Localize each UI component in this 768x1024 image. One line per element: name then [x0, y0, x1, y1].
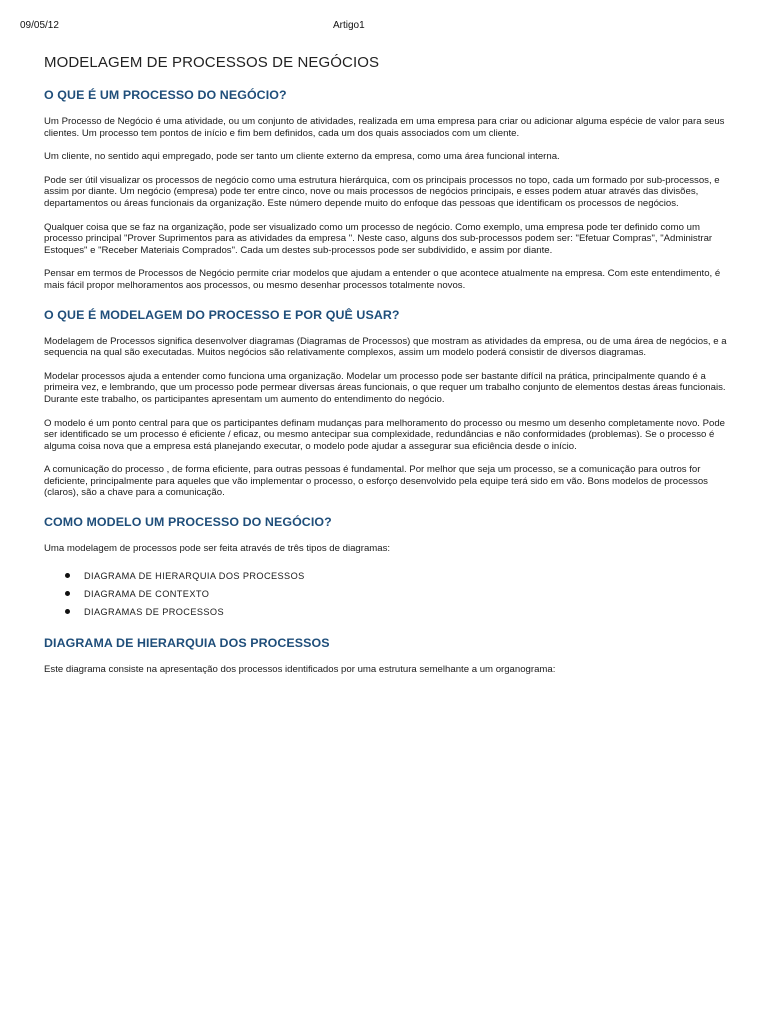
list-item	[44, 571, 728, 582]
article-body	[44, 54, 728, 687]
paragraph: Um cliente, no sentido aqui empregado, pode ser tanto um cliente externo da empresa, como uma área funcional interna.	[44, 151, 560, 163]
print-date: 09/05/12	[20, 20, 59, 31]
paragraph: Qualquer coisa que se faz na organização, pode ser visualizado como um processo de negócio. Como exemplo, uma empresa pode ter definido como um processo principal "Prover Suprimentos para as atividades da empresa ". Neste caso, alguns dos sub-processos podem ser: "Efetuar Compras", "Administrar Estoques" e "Receber Materiais Comprados". Cada um destes sub-processos pode ser subdividido, e assim por diante.	[44, 221, 713, 256]
list-item-label: DIAGRAMAS DE PROCESSOS	[84, 606, 225, 617]
paragraph: Uma modelagem de processos pode ser feita através de três tipos de diagramas:	[44, 543, 391, 555]
bullet-icon	[65, 609, 70, 614]
print-header	[0, 0, 768, 30]
paragraph: Modelagem de Processos significa desenvolver diagramas (Diagramas de Processos) que mostram as atividades da empresa, ou de uma área de negócios, e a sequencia na qual são executadas. Muitos negócios são relativamente complexos, assim um modelo poderá consistir de diversos diagramas.	[44, 335, 727, 359]
section-heading-processo-negocio: O QUE É UM PROCESSO DO NEGÓCIO?	[44, 88, 287, 102]
section-heading-hierarquia: DIAGRAMA DE HIERARQUIA DOS PROCESSOS	[44, 635, 330, 650]
bullet-icon	[65, 573, 70, 578]
paragraph: A comunicação do processo , de forma eficiente, para outras pessoas é fundamental. Por melhor que seja um processo, se a comunicação para outros for deficiente, principalmente para aqueles que vão implementar o processo, o esforço desenvolvido pela equipe terá sido em vão. Bons modelos de processos (claros), são a chave para a comunicação.	[44, 464, 708, 499]
section-heading-como-modelar: COMO MODELO UM PROCESSO DO NEGÓCIO?	[44, 515, 332, 530]
paragraph: Modelar processos ajuda a entender como funciona uma organização. Modelar um processo pode ser bastante difícil na prática, principalmente quando é a primeira vez, e lembrando, que um processo pode permear diversas áreas funcionais, o que requer um trabalho conjunto de elementos destas áreas funcionais. Durante este trabalho, os participantes apresentam um aumento do entendimento do negócio.	[44, 370, 726, 405]
list-item	[44, 589, 728, 600]
list-item	[44, 607, 728, 618]
list-item-label: DIAGRAMA DE HIERARQUIA DOS PROCESSOS	[84, 570, 305, 581]
paragraph: Este diagrama consiste na apresentação dos processos identificados por uma estrutura semelhante a um organograma:	[44, 663, 556, 675]
print-document-title: Artigo1	[333, 20, 365, 31]
list-item-label: DIAGRAMA DE CONTEXTO	[84, 588, 210, 599]
paragraph: O modelo é um ponto central para que os participantes definam mudanças para melhoramento do processo ou mesmo um desenho completamente novo. Pode ser identificado se um processo é eficiente / eficaz, ou mesmo antecipar sua complexidade, redundâncias e não conformidades (problemas). Se o processo é alguma coisa nova que a empresa está planejando executar, o modelo pode ajudar a assegurar sua eficiência desde o início.	[44, 417, 726, 452]
diagram-types-list	[44, 571, 728, 618]
paragraph: Pensar em termos de Processos de Negócio permite criar modelos que ajudam a entender o que acontece atualmente na empresa. Com este entendimento, é mais fácil propor melhoramentos aos processos, ou mesmo desenhar processos totalmente novos.	[44, 268, 721, 291]
section-heading-modelagem: O QUE É MODELAGEM DO PROCESSO E POR QUÊ USAR?	[44, 307, 400, 322]
paragraph: Um Processo de Negócio é uma atividade, ou um conjunto de atividades, realizada em uma empresa para criar ou adicionar alguma espécie de valor para seus clientes. Um processo tem pontos de início e fim bem definidos, cada um dos quais associados com um cliente.	[44, 116, 725, 139]
article-title: MODELAGEM DE PROCESSOS DE NEGÓCIOS	[44, 54, 380, 71]
bullet-icon	[65, 591, 70, 596]
paragraph: Pode ser útil visualizar os processos de negócio como uma estrutura hierárquica, com os principais processos no topo, cada um formado por sub-processos, e assim por diante. Um negócio (empresa) pode ter entre cinco, nove ou mais processos de negócios principais, e esses podem atuar através das divisões, departamentos ou áreas funcionais da organização. Este número depende muito do enfoque das pessoas que identificam os processos de negócios.	[44, 174, 720, 209]
